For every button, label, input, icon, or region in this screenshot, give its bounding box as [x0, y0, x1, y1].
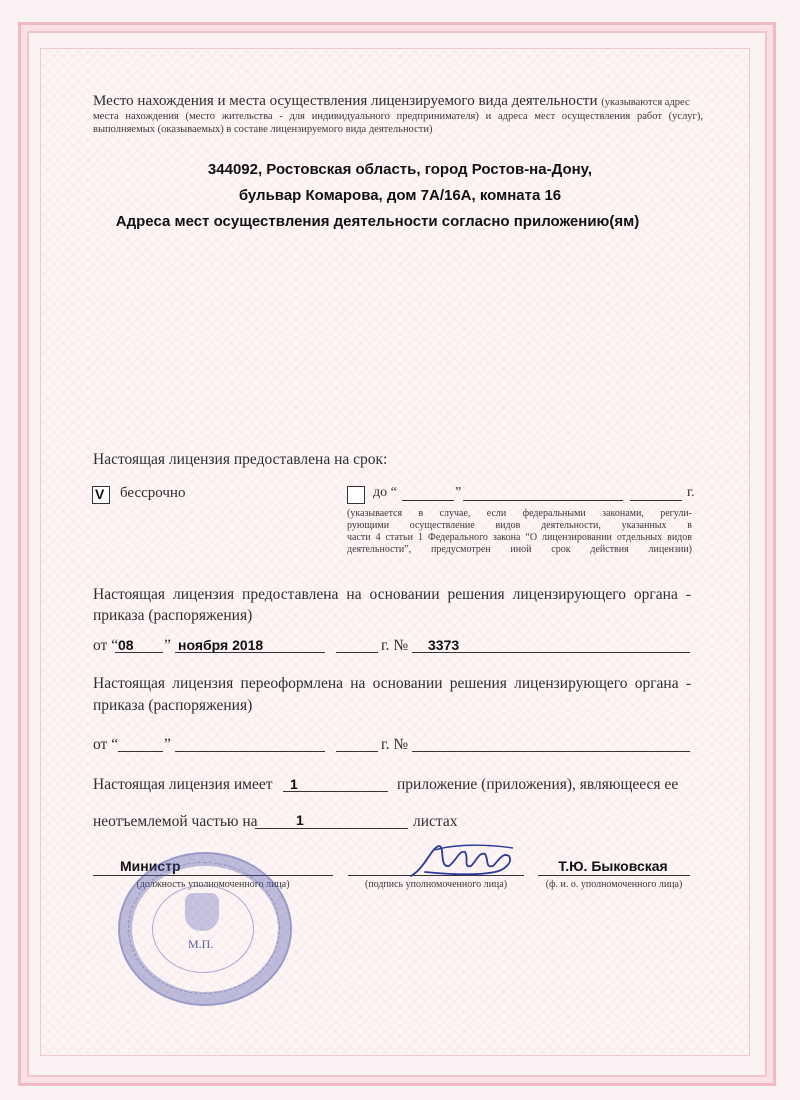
check-mark: V — [95, 486, 105, 502]
granted-day-line — [115, 652, 163, 653]
term-note-line-2: рующими осуществление видов деятельности, указанных в — [347, 520, 692, 531]
signature-caption: (подпись уполномоченного лица) — [364, 879, 508, 890]
handwritten-signature — [405, 838, 520, 886]
location-heading-main: Место нахождения и места осуществления лицензируемого вида деятельности — [93, 93, 598, 109]
until-checkbox[interactable] — [347, 486, 365, 504]
reissued-year-suffix: г. № — [381, 736, 409, 753]
location-note-line-3: выполняемых (оказываемых) в составе лицензируемого вида деятельности) — [93, 124, 433, 135]
address-line-1: 344092, Ростовская область, город Ростов-на-Дону, — [207, 161, 593, 178]
reissued-from-label: от “ — [93, 736, 119, 753]
granted-month-line — [175, 652, 325, 653]
term-note-line-3: части 4 статьи 1 Федерального закона “О лицензировании отдельных видов — [347, 532, 692, 543]
appendix-count: 1 — [290, 776, 298, 792]
address-line-2: бульвар Комарова, дом 7А/16А, комната 16 — [238, 187, 562, 204]
appendix-count-line — [283, 791, 388, 792]
appendix-sheets: 1 — [296, 812, 304, 828]
until-label: до “ — [373, 485, 397, 500]
signer-name: Т.Ю. Быковская — [558, 858, 668, 874]
granted-year-suffix: г. № — [381, 637, 409, 654]
until-year-line — [630, 500, 682, 501]
location-heading — [93, 93, 703, 110]
reissued-month-line — [175, 751, 325, 752]
reissued-line-2: приказа (распоряжения) — [93, 697, 253, 714]
location-heading-note: (указываются адрес — [601, 97, 690, 108]
term-heading: Настоящая лицензия предоставлена на срок: — [93, 451, 388, 468]
appendix-sheets-prefix: неотъемлемой частью на — [93, 813, 258, 830]
until-day-line — [402, 500, 454, 501]
position-caption: (должность уполномоченного лица) — [136, 879, 290, 890]
unlimited-label: бессрочно — [120, 485, 186, 501]
granted-quote-close: ” — [164, 637, 171, 654]
granted-line-2: приказа (распоряжения) — [93, 607, 253, 624]
appendix-sheets-suffix: листах — [413, 813, 458, 830]
term-note-line-1: (указывается в случае, если федеральными законами, регули- — [347, 508, 692, 519]
appendix-prefix: Настоящая лицензия имеет — [93, 776, 273, 793]
until-year-suffix: г. — [687, 485, 695, 500]
reissued-quote-close: ” — [164, 736, 171, 753]
reissued-number-line — [412, 751, 690, 752]
appendix-suffix: приложение (приложения), являющееся ее — [397, 776, 679, 793]
granted-number-line — [412, 652, 690, 653]
granted-from-label: от “ — [93, 637, 119, 654]
coat-of-arms-icon — [185, 893, 219, 931]
granted-month-year: ноября 2018 — [178, 637, 264, 653]
granted-line-1: Настоящая лицензия предоставлена на основании решения лицензирующего органа - — [93, 586, 691, 603]
granted-day: 08 — [118, 637, 134, 653]
stamp-label: М.П. — [188, 937, 214, 951]
granted-year-line — [336, 652, 378, 653]
granted-number: 3373 — [428, 637, 460, 653]
reissued-day-line — [118, 751, 163, 752]
term-note-line-4: деятельности”, предусмотрен иной срок действия лицензии) — [347, 544, 692, 555]
signer-position: Министр — [120, 858, 181, 874]
appendix-sheets-line — [255, 828, 408, 829]
name-caption: (ф. и. о. уполномоченного лица) — [545, 879, 683, 890]
location-note-line-2: места нахождения (место жительства - для индивидуального предпринимателя) и адреса мест осуществления работ (услуг), — [93, 111, 703, 122]
reissued-line-1: Настоящая лицензия переоформлена на основании решения лицензирующего органа - — [93, 675, 691, 692]
name-line — [538, 875, 690, 876]
address-line-3: Адреса мест осуществления деятельности согласно приложению(ям) — [115, 213, 640, 230]
until-month-line — [463, 500, 623, 501]
until-quote-close: ” — [455, 485, 462, 500]
reissued-year-line — [336, 751, 378, 752]
